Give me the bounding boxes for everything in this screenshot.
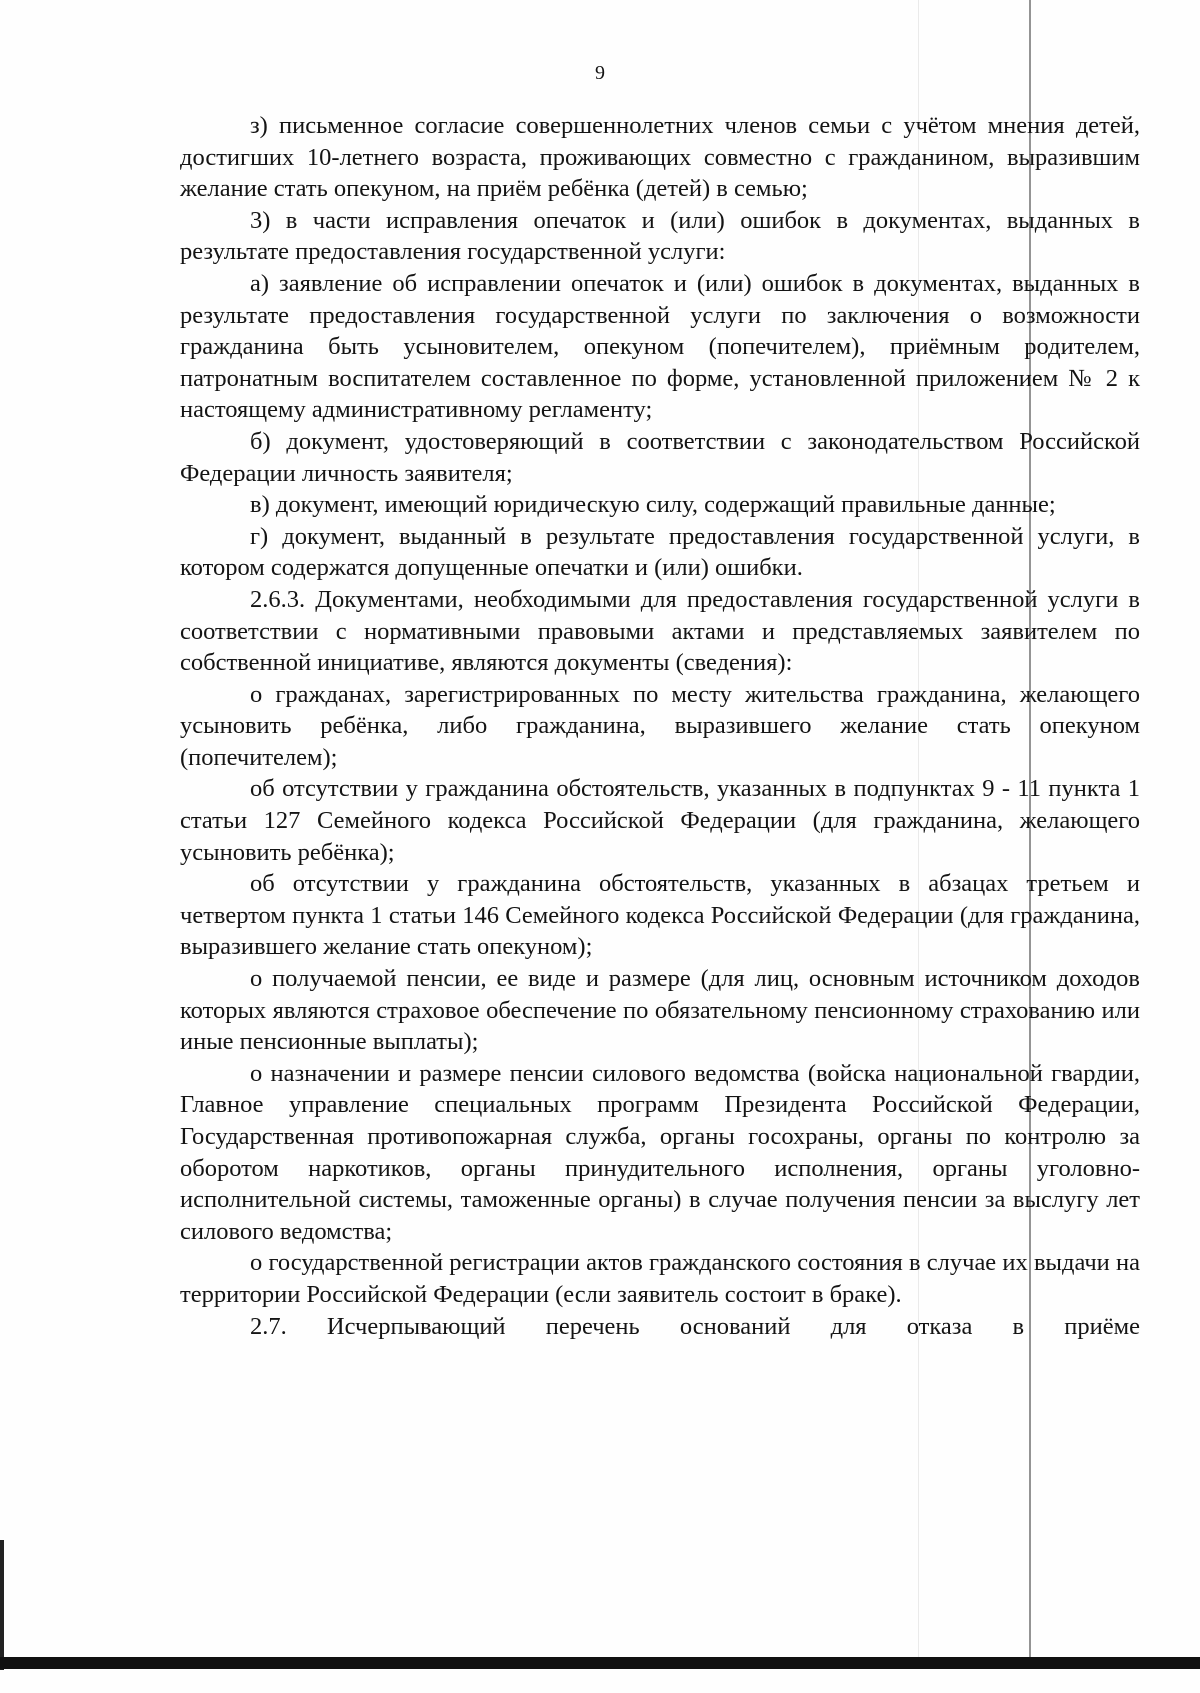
paragraph-item-v: в) документ, имеющий юридическую силу, содержащий правильные данные; [250,491,1056,519]
paragraph-2-6-3: 2.6.3. Документами, необходимыми для предоставления государственной услуги в соответствии с нормативными правовыми актами и представляемых заявителем по собственной инициативе, являются документы (сведения): [180,585,1140,677]
page-number: 9 [595,62,605,84]
scan-border-bottom [0,1657,1200,1669]
scan-border-left [0,1540,4,1670]
document-body [180,110,1140,1342]
paragraph-2-7: 2.7. Исчерпывающий перечень оснований для отказа в приёме [250,1312,1140,1340]
paragraph-article-127: об отсутствии у гражданина обстоятельств, указанных в подпунктах 9 - 11 пункта 1 статьи 127 Семейного кодекса Российской Федерации (для гражданина, желающего усыновить ребёнка); [180,775,1140,866]
paragraph-registered-citizens: о гражданах, зарегистрированных по месту жительства гражданина, желающего усыновить ребёнка, либо гражданина, выразившего желание стать опекуном (попечителем); [180,680,1140,771]
paragraph-article-146: об отсутствии у гражданина обстоятельств, указанных в абзацах третьем и четвертом пункта 1 статьи 146 Семейного кодекса Российской Федерации (для гражданина, выразившего желание стать опекуном); [180,870,1140,961]
paragraph-security-pension: о назначении и размере пенсии силового ведомства (войска национальной гвардии, Главное управление специальных программ Президента Российской Федерации, Государственная противопожарная служба, органы госохраны, органы по контролю за оборотом наркотиков, органы принудительного исполнения, органы уголовно-исполнительной системы, таможенные органы) в случае получения пенсии за выслугу лет силового ведомства; [180,1059,1140,1245]
paragraph-item-g: г) документ, выданный в результате предоставления государственной услуги, в котором содержатся допущенные опечатки и (или) ошибки. [180,522,1140,582]
paragraph-pension: о получаемой пенсии, ее виде и размере (для лиц, основным источником доходов которых являются страховое обеспечение по обязательному пенсионному страхованию или иные пенсионные выплаты); [180,965,1140,1056]
paragraph-item-b: б) документ, удостоверяющий в соответствии с законодательством Российской Федерации личность заявителя; [180,427,1140,487]
paragraph-section-3: 3) в части исправления опечаток и (или) ошибок в документах, выданных в результате предоставления государственной услуги: [180,206,1140,266]
paragraph-civil-registration: о государственной регистрации актов гражданского состояния в случае их выдачи на территории Российской Федерации (если заявитель состоит в браке). [180,1249,1140,1308]
paragraph-item-z: з) письменное согласие совершеннолетних членов семьи с учётом мнения детей, достигших 10-летнего возраста, проживающих совместно с гражданином, выразившим желание стать опекуном, на приём ребёнка (детей) в семью; [180,112,1140,203]
paragraph-item-a: а) заявление об исправлении опечаток и (или) ошибок в документах, выданных в результате предоставления государственной услуги по заключения о возможности гражданина быть усыновителем, опекуном (попечителем), приёмным родителем, патронатным воспитателем составленное по форме, установленной приложением № 2 к настоящему административному регламенту; [180,269,1140,424]
